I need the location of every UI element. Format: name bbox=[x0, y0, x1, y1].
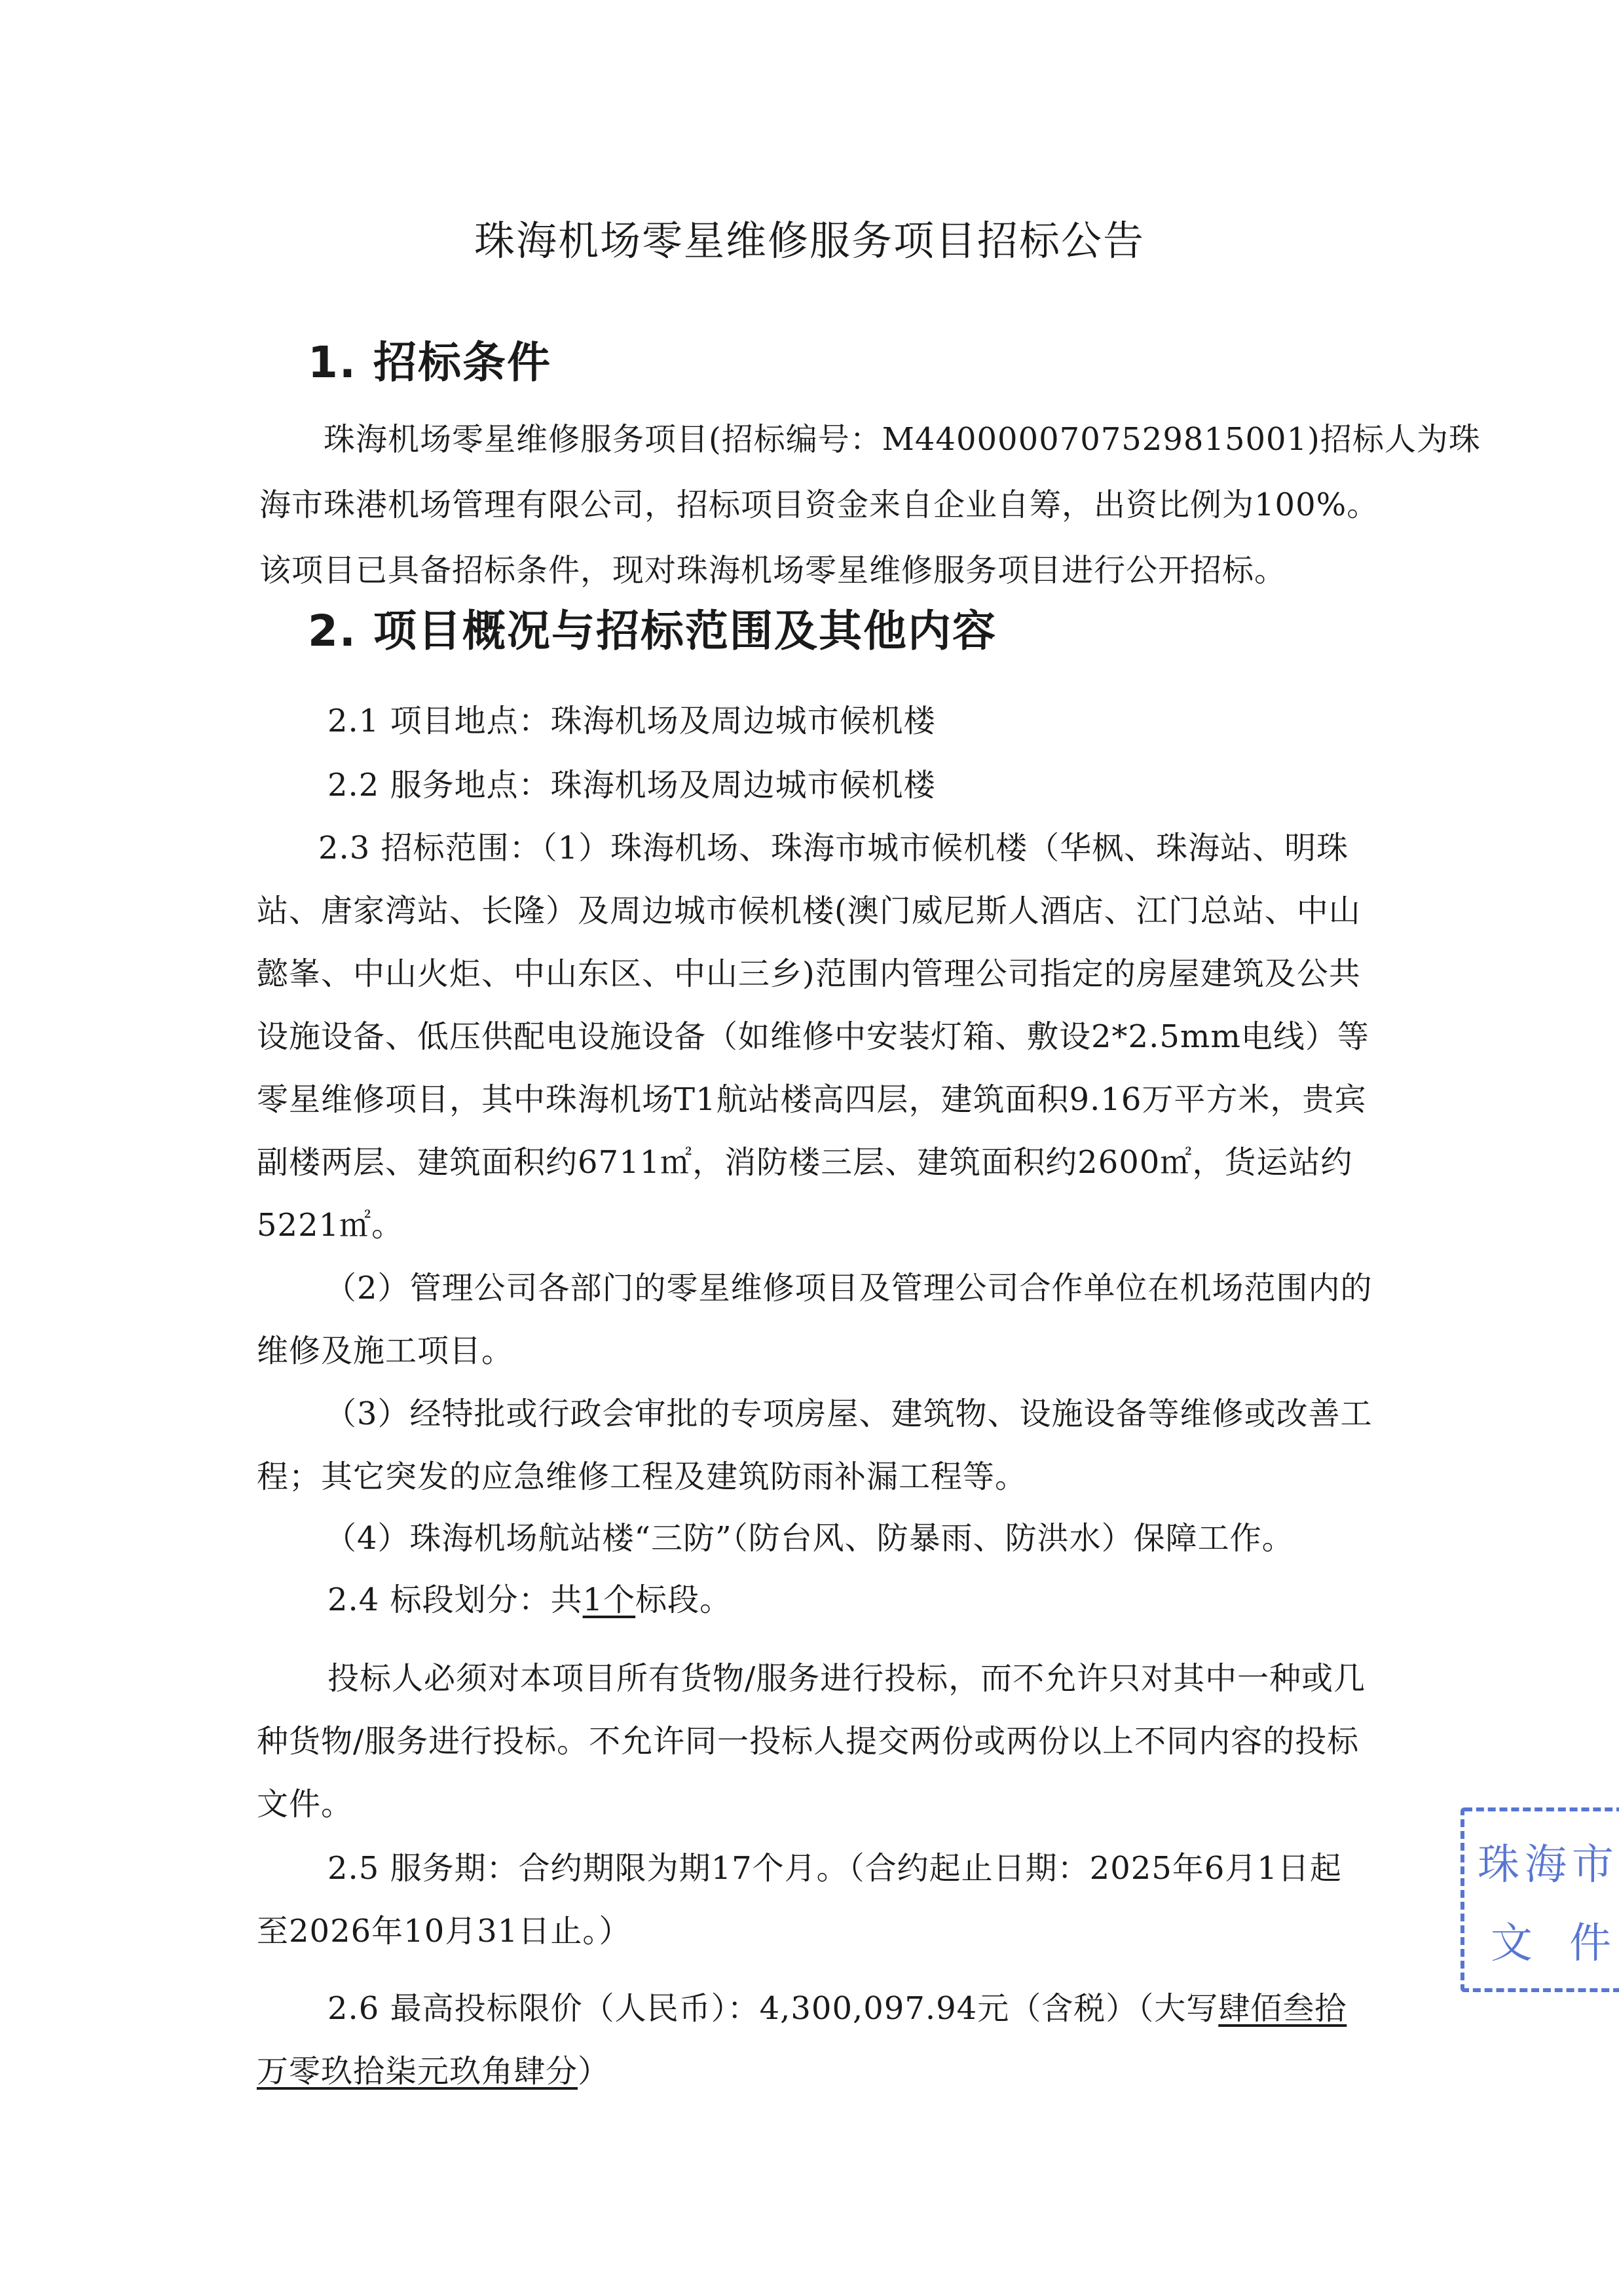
item-2-3-line-4: 设施设备、低压供配电设施设备（如维修中安装灯箱、敷设2*2.5mm电线）等 bbox=[257, 1018, 1369, 1055]
item-2-6-line-1 bbox=[327, 1983, 1347, 2028]
scope-2-line-1: （2）管理公司各部门的零星维修项目及管理公司合作单位在机场范围内的 bbox=[325, 1270, 1373, 1306]
item-2-3-line-2: 站、唐家湾站、长隆）及周边城市候机楼(澳门威尼斯人酒店、江门总站、中山 bbox=[257, 893, 1361, 929]
item-2-3-line-3: 懿峯、中山火炬、中山东区、中山三乡)范围内管理公司指定的房屋建筑及公共 bbox=[257, 955, 1361, 992]
item-2-6-amount-words-2: 万零玖拾柒元玖角肆分 bbox=[257, 2053, 578, 2090]
scope-2-line-2: 维修及施工项目。 bbox=[257, 1333, 514, 1369]
stamp-char: 珠 bbox=[1478, 1841, 1519, 1889]
item-2-4-prefix: 2.4 标段划分：共 bbox=[327, 1582, 583, 1618]
item-2-1: 2.1 项目地点：珠海机场及周边城市候机楼 bbox=[327, 703, 936, 739]
stamp-char: 市 bbox=[1572, 1841, 1614, 1889]
section-2-heading: 2. 项目概况与招标范围及其他内容 bbox=[308, 606, 997, 656]
item-2-6-amount-words-1: 肆佰叁拾 bbox=[1218, 1990, 1347, 2027]
stamp-char: 件 bbox=[1569, 1919, 1611, 1968]
stamp-char: 海 bbox=[1525, 1841, 1567, 1889]
bid-note-line-1: 投标人必须对本项目所有货物/服务进行投标，而不允许只对其中一种或几 bbox=[327, 1660, 1366, 1697]
bid-note-line-2: 种货物/服务进行投标。不允许同一投标人提交两份或两份以上不同内容的投标 bbox=[257, 1723, 1360, 1760]
item-2-5-line-2: 至2026年10月31日止。） bbox=[257, 1913, 631, 1950]
scope-3-line-2: 程；其它突发的应急维修工程及建筑防雨补漏工程等。 bbox=[257, 1458, 1028, 1495]
scope-3-line-1: （3）经特批或行政会审批的专项房屋、建筑物、设施设备等维修或改善工 bbox=[325, 1396, 1373, 1432]
section-1-line-2: 海市珠港机场管理有限公司，招标项目资金来自企业自筹，出资比例为100%。 bbox=[259, 487, 1379, 523]
item-2-5-line-1: 2.5 服务期：合约期限为期17个月。（合约起止日期：2025年6月1日起 bbox=[327, 1850, 1342, 1887]
item-2-3-line-7: 5221㎡。 bbox=[257, 1207, 404, 1244]
item-2-4 bbox=[327, 1574, 732, 1620]
scope-4: （4）珠海机场航站楼“三防”（防台风、防暴雨、防洪水）保障工作。 bbox=[325, 1520, 1294, 1557]
stamp-char: 文 bbox=[1491, 1919, 1533, 1968]
bid-note-line-3: 文件。 bbox=[257, 1786, 354, 1823]
item-2-2: 2.2 服务地点：珠海机场及周边城市候机楼 bbox=[327, 767, 936, 804]
item-2-6-line-2 bbox=[257, 2046, 610, 2091]
item-2-6-prefix: 2.6 最高投标限价（人民币）：4,300,097.94元（含税）（大写 bbox=[327, 1990, 1219, 2027]
section-1-line-3: 该项目已具备招标条件，现对珠海机场零星维修服务项目进行公开招标。 bbox=[259, 552, 1287, 589]
section-1-line-1: 珠海机场零星维修服务项目(招标编号：M4400000707529815001)招标人为珠 bbox=[324, 421, 1481, 458]
item-2-3-line-1: 2.3 招标范围：（1）珠海机场、珠海市城市候机楼（华枫、珠海站、明珠 bbox=[318, 830, 1349, 866]
item-2-4-suffix: 标段。 bbox=[635, 1582, 732, 1618]
section-1-heading: 1. 招标条件 bbox=[308, 337, 551, 388]
document-title: 珠海机场零星维修服务项目招标公告 bbox=[474, 217, 1145, 265]
item-2-3-line-6: 副楼两层、建筑面积约6711㎡，消防楼三层、建筑面积约2600㎡，货运站约 bbox=[257, 1144, 1353, 1181]
item-2-3-line-5: 零星维修项目，其中珠海机场T1航站楼高四层，建筑面积9.16万平方米，贵宾 bbox=[257, 1081, 1367, 1118]
official-stamp bbox=[1461, 1807, 1619, 1992]
item-2-6-suffix: ） bbox=[578, 2053, 610, 2090]
item-2-4-count: 1个 bbox=[582, 1582, 636, 1618]
